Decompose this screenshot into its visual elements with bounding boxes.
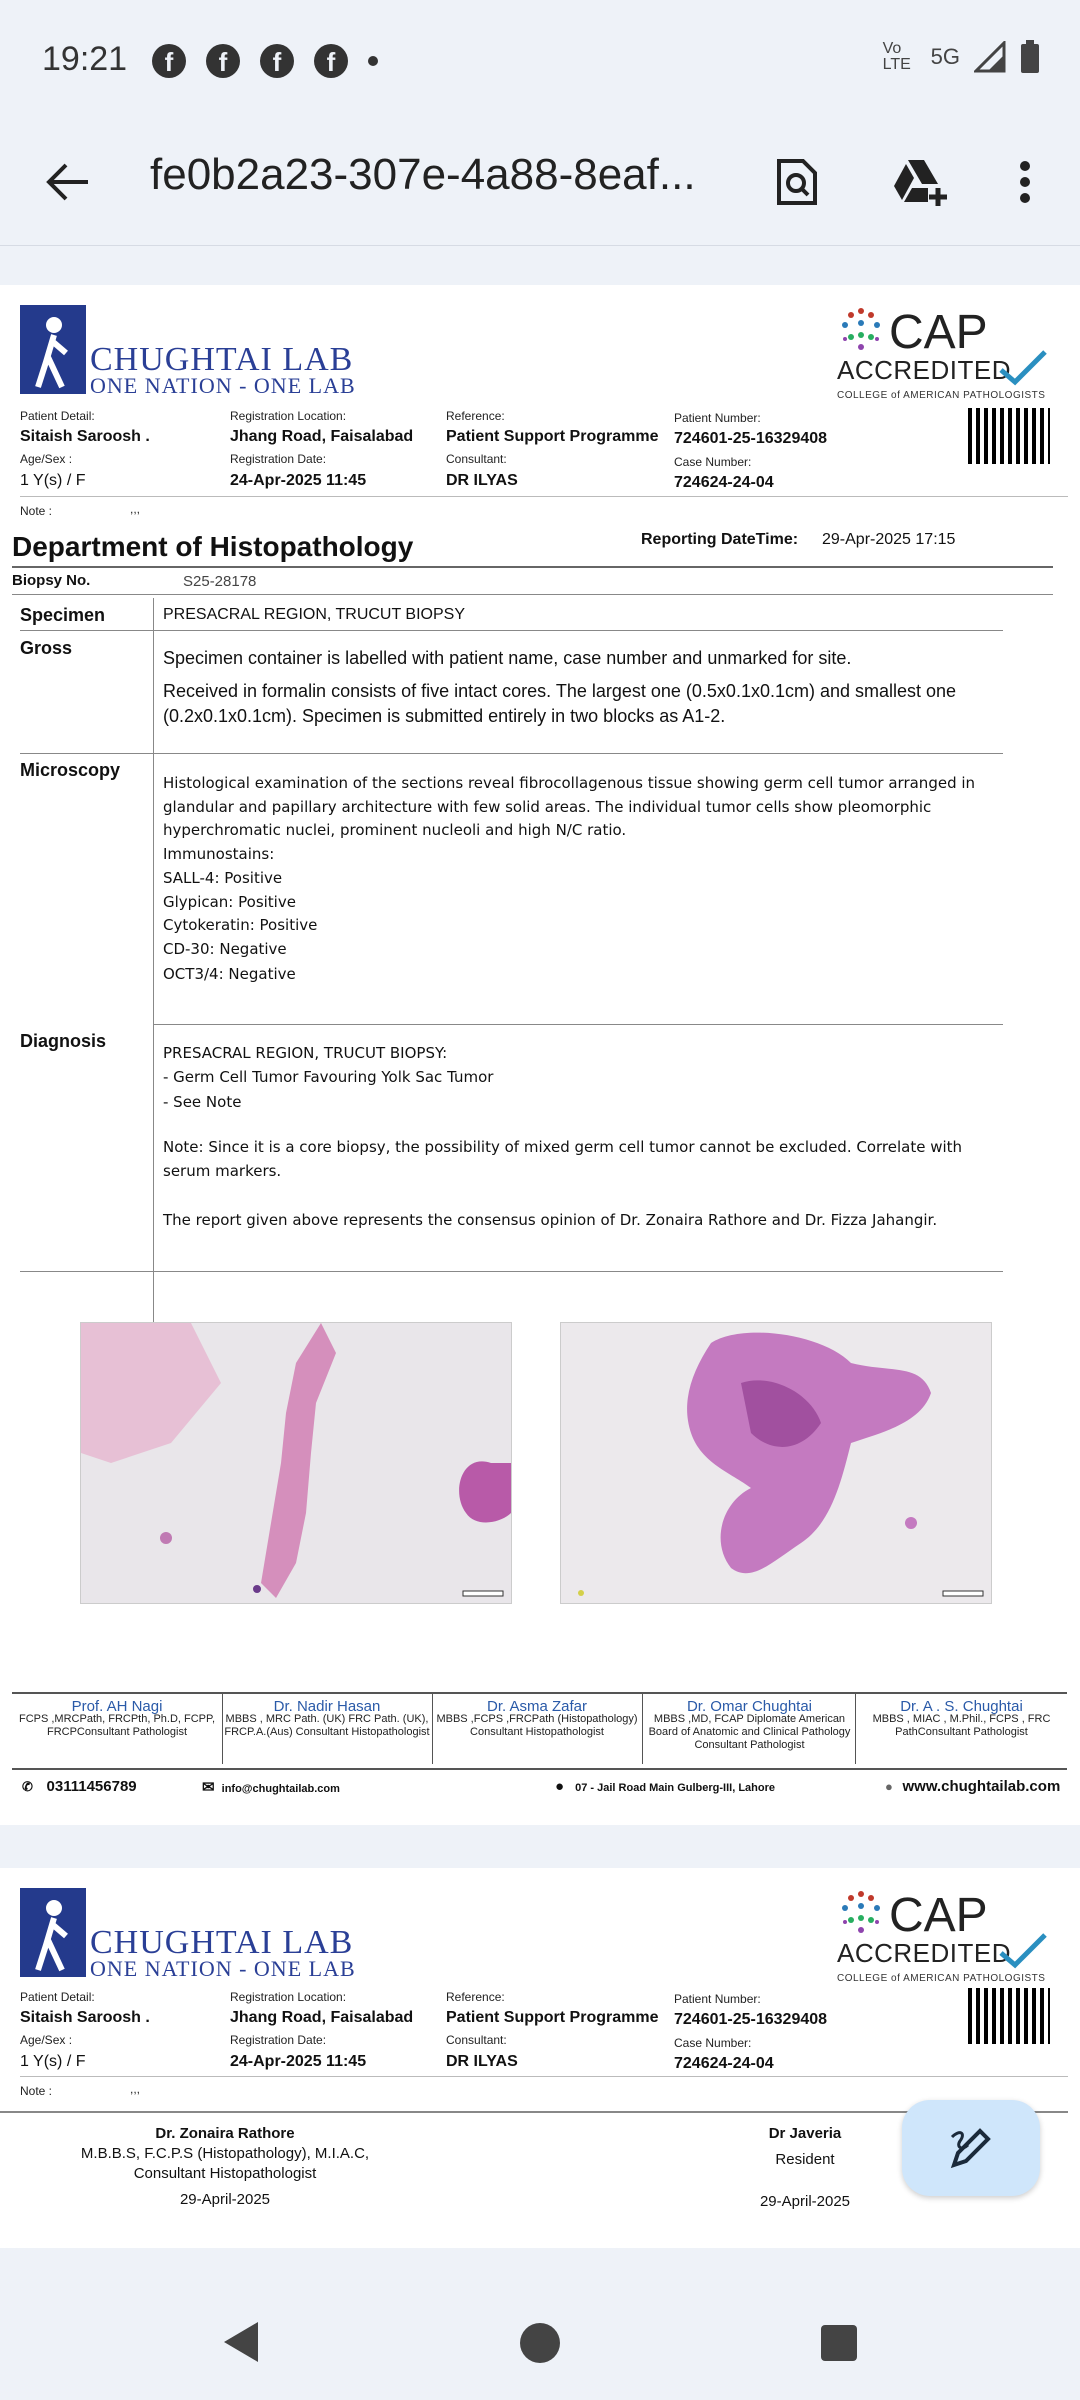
reg-location-label: Registration Location:	[230, 409, 347, 423]
document-title: fe0b2a23-307e-4a88-8eaf...	[150, 150, 696, 199]
divider	[20, 496, 1068, 497]
phone-number: 03111456789	[46, 1778, 137, 1795]
diagnosis-title: PRESACRAL REGION, TRUCUT BIOPSY:	[163, 1044, 448, 1062]
age-sex: 1 Y(s) / F	[20, 2053, 86, 2070]
case-number-label: Case Number:	[674, 455, 752, 469]
back-button[interactable]	[35, 150, 99, 214]
signature-block	[730, 2124, 880, 2212]
note-value: ,,,	[130, 2082, 141, 2096]
divider	[153, 1024, 1003, 1025]
diagnosis-line-1: - Germ Cell Tumor Favouring Yolk Sac Tumor	[163, 1068, 494, 1086]
reg-date-label: Registration Date:	[230, 452, 327, 466]
lab-name: CHUGHTAI LAB	[90, 341, 354, 378]
diagnosis-line-2: - See Note	[163, 1093, 242, 1111]
patient-number: 724601-25-16329408	[674, 430, 828, 447]
case-number-label: Case Number:	[674, 2036, 752, 2050]
microscopy-label: Microscopy	[20, 760, 121, 780]
immunostain-item: CD-30: Negative	[163, 940, 287, 958]
reg-date: 24-Apr-2025 11:45	[230, 472, 367, 489]
doctor-qualifications: MBBS , MIAC , M.Phil., FCPS , FRC PathConsultant Pathologist	[872, 1713, 1051, 1738]
divider	[12, 1692, 1067, 1694]
cap-dots-icon	[837, 305, 885, 353]
globe-icon: ●	[885, 1779, 893, 1794]
divider	[20, 630, 1003, 631]
note-value: ,,,	[130, 502, 141, 516]
more-options-button[interactable]	[993, 150, 1057, 214]
patient-number-label: Patient Number:	[674, 411, 761, 425]
note-label: Note :	[20, 504, 53, 518]
signatory-qualifications: M.B.B.S, F.C.P.S (Histopathology), M.I.A.C, Consultant Histopathologist	[80, 2145, 370, 2182]
network-type: 5G	[930, 44, 960, 69]
footer-email	[202, 1778, 340, 1796]
status-bar	[0, 0, 1080, 120]
reference: Patient Support Programme	[446, 428, 659, 445]
cap-accredited: ACCREDITED	[837, 355, 1012, 385]
system-status	[883, 40, 1040, 74]
battery-icon	[1020, 40, 1040, 74]
age-sex-label: Age/Sex :	[20, 2033, 73, 2047]
email-address: info@chughtailab.com	[221, 1783, 340, 1795]
reg-date-label: Registration Date:	[230, 2033, 327, 2047]
patient-detail-label: Patient Detail:	[20, 1990, 95, 2004]
doctor-qualifications: MBBS ,FCPS ,FRCPath (Histopathology) Consultant Histopathologist	[436, 1713, 638, 1738]
checkmark-icon	[997, 1933, 1047, 1969]
phone-icon: ✆	[22, 1779, 33, 1794]
consultant: DR ILYAS	[446, 472, 518, 489]
biopsy-no: S25-28178	[183, 573, 257, 590]
lab-name: CHUGHTAI LAB	[90, 1924, 354, 1961]
doctor-column	[642, 1700, 857, 1752]
doctor-qualifications: FCPS ,MRCPath, FRCPth, Ph.D, FCPP, FRCPConsultant Pathologist	[18, 1713, 215, 1738]
signature-date: 29-April-2025	[179, 2191, 271, 2208]
reporting-label: Reporting DateTime:	[641, 531, 799, 548]
divider	[20, 1271, 1003, 1272]
facebook-icon: f	[152, 44, 186, 78]
more-notifications-dot	[368, 56, 378, 66]
doctor-name: Prof. AH Nagi	[71, 1698, 163, 1715]
consensus-statement: The report given above represents the consensus opinion of Dr. Zonaira Rathore and Dr. Fizza Jahangir.	[163, 1211, 938, 1229]
consultant: DR ILYAS	[446, 2053, 518, 2070]
doctor-qualifications: MBBS ,MD, FCAP Diplomate American Board of Anatomic and Clinical Pathology Consultant Pathologist	[648, 1713, 851, 1751]
search-document-icon	[775, 157, 819, 207]
cap-accreditation	[837, 1888, 1052, 1988]
doctor-column	[12, 1700, 222, 1739]
doctor-name: Dr. Asma Zafar	[486, 1698, 588, 1715]
gross-text-2: Received in formalin consists of five intact cores. The largest one (0.5x0.1x0.1cm) and smallest one (0.2x0.1x0.1cm). Specimen is submitted entirely in two blocks as A1-2.	[163, 681, 957, 726]
histology-image-1	[80, 1322, 512, 1604]
patient-number: 724601-25-16329408	[674, 2011, 828, 2028]
facebook-icon: f	[260, 44, 294, 78]
cap-accredited: ACCREDITED	[837, 1938, 1012, 1968]
footer-website	[885, 1778, 1060, 1795]
consultant-label: Consultant:	[446, 2033, 507, 2047]
edit-fab-button[interactable]	[902, 2100, 1040, 2196]
patient-name: Sitaish Saroosh .	[20, 2009, 150, 2026]
immunostain-item: Cytokeratin: Positive	[163, 916, 318, 934]
report-page-1	[0, 285, 1080, 1825]
microscopy-text: Histological examination of the sections reveal fibrocollagenous tissue showing germ cell tumor arranged in glandular and papillary architecture with few solid areas. The individual tumor cells show pleomorphic hyperchromatic nuclei, prominent nucleoli and high N/C ratio.	[163, 774, 976, 839]
doctor-name: Dr. A . S. Chughtai	[900, 1698, 1023, 1715]
case-number: 724624-24-04	[674, 2055, 774, 2072]
mail-icon: ✉	[202, 1779, 215, 1796]
signature-date: 29-April-2025	[759, 2193, 851, 2210]
divider	[12, 566, 1053, 568]
gross-label: Gross	[20, 638, 73, 658]
specimen-label: Specimen	[20, 605, 106, 625]
cap-title: CAP	[889, 306, 988, 359]
facebook-icon: f	[314, 44, 348, 78]
qr-code	[968, 1988, 1050, 2044]
case-number: 724624-24-04	[674, 474, 774, 491]
department-title: Department of Histopathology	[12, 531, 414, 562]
footer-phone	[22, 1778, 137, 1795]
recents-nav-button[interactable]	[820, 2324, 858, 2362]
divider	[12, 1768, 1067, 1770]
chughtai-logo-icon	[20, 1888, 86, 1977]
find-in-document-button[interactable]	[765, 150, 829, 214]
chughtai-logo-icon	[20, 305, 86, 394]
cap-accreditation	[837, 305, 1052, 405]
save-to-drive-button[interactable]	[888, 150, 952, 214]
arrow-back-icon	[44, 162, 90, 202]
status-time: 19:21	[42, 40, 128, 78]
doctor-column	[432, 1700, 642, 1739]
specimen-value: PRESACRAL REGION, TRUCUT BIOPSY	[163, 606, 465, 623]
signature-block	[70, 2124, 380, 2210]
notification-icons	[152, 44, 378, 78]
immunostain-item: Glypican: Positive	[163, 893, 296, 911]
immunostain-item: SALL-4: Positive	[163, 869, 283, 887]
immunostain-item: OCT3/4: Negative	[163, 965, 296, 983]
home-nav-button[interactable]	[519, 2322, 561, 2364]
reg-location: Jhang Road, Faisalabad	[230, 428, 414, 445]
signatory-name: Dr Javeria	[768, 2125, 842, 2142]
more-vert-icon	[1019, 160, 1031, 204]
doctor-column	[222, 1700, 432, 1739]
histology-image-2	[560, 1322, 992, 1604]
reg-location-label: Registration Location:	[230, 1990, 347, 2004]
diagnosis-note: Note: Since it is a core biopsy, the possibility of mixed germ cell tumor cannot be excluded. Correlate with serum markers.	[163, 1138, 963, 1180]
signatory-qualifications: Resident	[775, 2151, 835, 2168]
signal-icon	[974, 41, 1006, 73]
reg-location: Jhang Road, Faisalabad	[230, 2009, 414, 2026]
reference: Patient Support Programme	[446, 2009, 659, 2026]
divider	[20, 753, 1003, 754]
qr-code	[968, 408, 1050, 464]
patient-name: Sitaish Saroosh .	[20, 428, 150, 445]
note-label: Note :	[20, 2084, 53, 2098]
back-nav-button[interactable]	[222, 2320, 262, 2364]
checkmark-icon	[997, 350, 1047, 386]
drive-add-icon	[892, 158, 948, 206]
consultant-label: Consultant:	[446, 452, 507, 466]
reporting-datetime: 29-Apr-2025 17:15	[822, 531, 956, 548]
doctor-name: Dr. Omar Chughtai	[686, 1698, 813, 1715]
lab-tagline: ONE NATION - ONE LAB	[90, 373, 356, 398]
diagnosis-label: Diagnosis	[20, 1031, 107, 1051]
gross-text-1: Specimen container is labelled with patient name, case number and unmarked for site.	[163, 648, 852, 668]
biopsy-label: Biopsy No.	[12, 572, 91, 589]
pen-icon	[946, 2123, 996, 2173]
divider	[20, 2076, 1068, 2077]
patient-detail-label: Patient Detail:	[20, 409, 95, 423]
cap-subtitle: COLLEGE of AMERICAN PATHOLOGISTS	[837, 390, 1046, 401]
footer-address	[555, 1778, 775, 1795]
app-bar	[0, 120, 1080, 246]
age-sex: 1 Y(s) / F	[20, 472, 86, 489]
reference-label: Reference:	[446, 1990, 505, 2004]
immunostains-label: Immunostains:	[163, 845, 275, 863]
age-sex-label: Age/Sex :	[20, 452, 73, 466]
system-nav-bar	[0, 2280, 1080, 2400]
reg-date: 24-Apr-2025 11:45	[230, 2053, 367, 2070]
divider	[12, 594, 1053, 595]
facebook-icon: f	[206, 44, 240, 78]
website: www.chughtailab.com	[902, 1778, 1061, 1795]
patient-number-label: Patient Number:	[674, 1992, 761, 2006]
signatory-name: Dr. Zonaira Rathore	[155, 2125, 295, 2142]
volte-indicator: Vo LTE	[882, 40, 911, 73]
cap-dots-icon	[837, 1888, 885, 1936]
doctor-name: Dr. Nadir Hasan	[273, 1698, 381, 1715]
address: 07 - Jail Road Main Gulberg-III, Lahore	[575, 1782, 775, 1794]
location-pin-icon: ●	[555, 1778, 565, 1795]
cap-subtitle: COLLEGE of AMERICAN PATHOLOGISTS	[837, 1973, 1046, 1984]
lab-tagline: ONE NATION - ONE LAB	[90, 1956, 356, 1981]
cap-title: CAP	[889, 1889, 988, 1942]
doctor-qualifications: MBBS , MRC Path. (UK) FRC Path. (UK), FRCP.A.(Aus) Consultant Histopathologist	[224, 1713, 430, 1738]
reference-label: Reference:	[446, 409, 505, 423]
doctor-column	[855, 1700, 1068, 1739]
